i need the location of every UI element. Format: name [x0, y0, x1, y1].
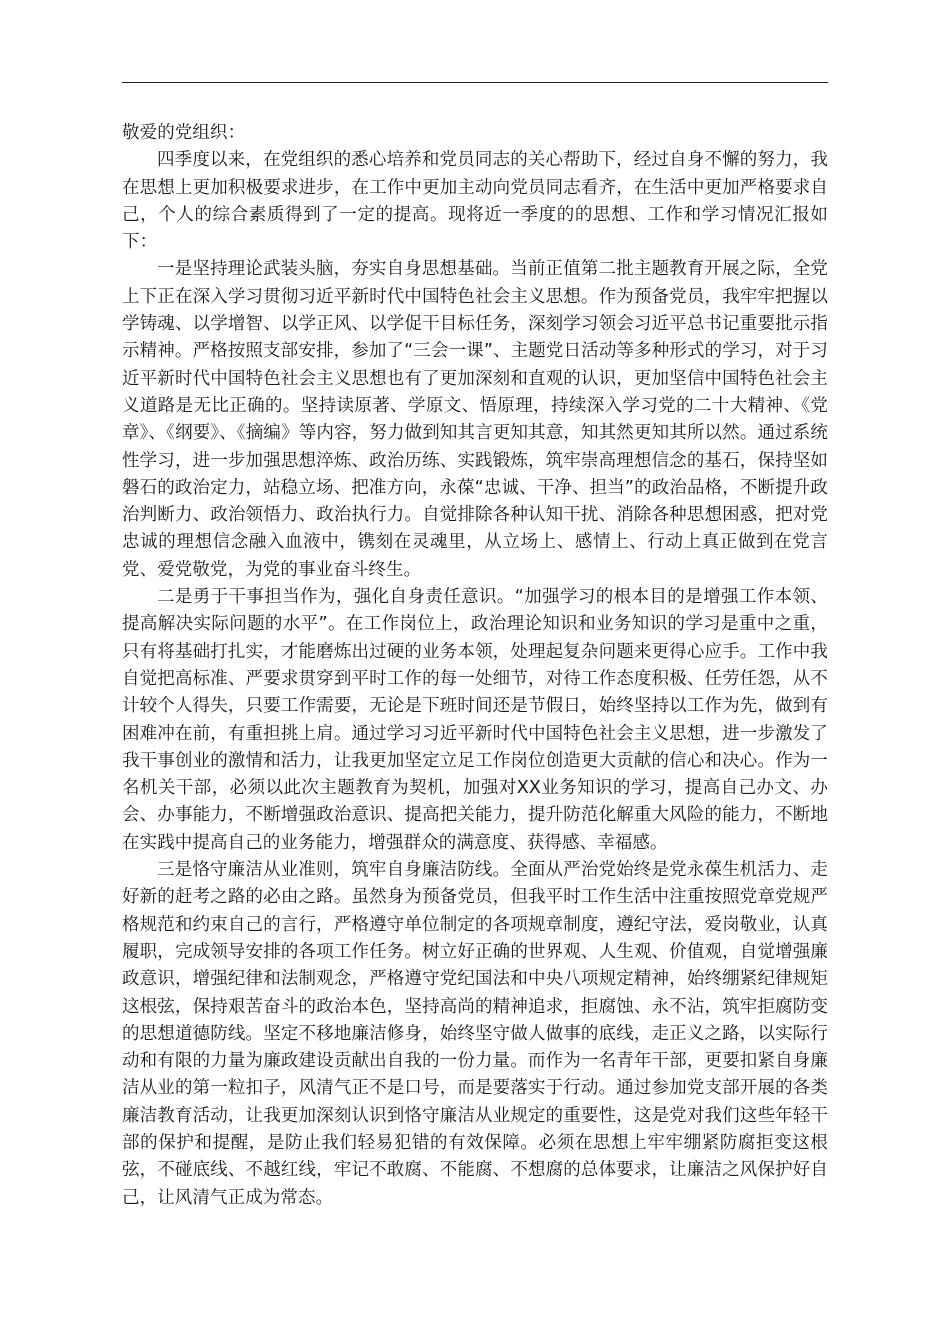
paragraph-responsibility: 二是勇于干事担当作为，强化自身责任意识。“加强学习的根本目的是增强工作本领、提高解决实际问题的水平”。在工作岗位上，政治理论知识和业务知识的学习是重中之重，只有将基础打扎实，才能磨炼出过硬的业务本领，处理起复杂问题来更得心应手。工作中我自觉把高标准、严要求贯穿到平时工作的每一处细节，对待工作态度积极、任劳任怨，从不计较个人得失，只要工作需要，无论是下班时间还是节假日，始终坚持以工作为先，做到有困难冲在前，有重担挑上肩。通过学习习近平新时代中国特色社会主义思想，进一步激发了我干事创业的激情和活力，让我更加坚定立足工作岗位创造更大贡献的信心和决心。作为一名机关干部，必须以此次主题教育为契机，加强对XX业务知识的学习，提高自己办文、办会、办事能力，不断增强政治意识、提高把关能力，提升防范化解重大风险的能力，不断地在实践中提高自己的业务能力，增强群众的满意度、获得感、幸福感。 [122, 587, 828, 853]
paragraph-integrity: 三是恪守廉洁从业准则，筑牢自身廉洁防线。全面从严治党始终是党永葆生机活力、走好新的赶考之路的必由之路。虽然身为预备党员，但我平时工作生活中注重按照党章党规严格规范和约束自己的言行，严格遵守单位制定的各项规章制度，遵纪守法，爱岗敬业，认真履职，完成领导安排的各项工作任务。树立好正确的世界观、人生观、价值观，自觉增强廉政意识，增强纪律和法制观念，严格遵守党纪国法和中央八项规定精神，始终绷紧纪律规矩这根弦，保持艰苦奋斗的政治本色，坚持高尚的精神追求，拒腐蚀、永不沾，筑牢拒腐防变的思想道德防线。坚定不移地廉洁修身，始终坚守做人做事的底线，走正义之路，以实际行动和有限的力量为廉政建设贡献出自我的一份力量。而作为一名青年干部，更要扣紧自身廉洁从业的第一粒扣子，风清气正不是口号，而是要落实于行动。通过参加党支部开展的各类廉洁教育活动，让我更加深刻认识到恪守廉洁从业规定的重要性，这是党对我们这些年轻干部的保护和提醒，是防止我们轻易犯错的有效保障。必须在思想上牢牢绷紧防腐拒变这根弦，不碰底线、不越红线，牢记不敢腐、不能腐、不想腐的总体要求，让廉洁之风保护好自己，让风清气正成为常态。 [122, 860, 828, 1208]
paragraph-theory: 一是坚持理论武装头脑，夯实自身思想基础。当前正值第二批主题教育开展之际，全党上下正在深入学习贯彻习近平新时代中国特色社会主义思想。作为预备党员，我牢牢把握以学铸魂、以学增智、以学正风、以学促干目标任务，深刻学习领会习近平总书记重要批示指示精神。严格按照支部安排，参加了“三会一课”、主题党日活动等多种形式的学习，对于习近平新时代中国特色社会主义思想也有了更加深刻和直观的认识，更加坚信中国特色社会主义道路是无比正确的。坚持读原著、学原文、悟原理，持续深入学习党的二十大精神、《党章》、《纲要》、《摘编》等内容，努力做到知其言更知其意，知其然更知其所以然。通过系统性学习，进一步加强思想淬炼、政治历练、实践锻炼，筑牢崇高理想信念的基石，保持坚如磐石的政治定力，站稳立场、把准方向，永葆“忠诚、干净、担当”的政治品格，不断提升政治判断力、政治领悟力、政治执行力。自觉排除各种认知干扰、消除各种思想困惑，把对党忠诚的理想信念融入血液中，镌刻在灵魂里，从立场上、感情上、行动上真正做到在党言党、爱党敬党，为党的事业奋斗终生。 [122, 259, 828, 580]
header-rule [122, 82, 828, 83]
paragraph-intro: 四季度以来，在党组织的悉心培养和党员同志的关心帮助下，经过自身不懈的努力，我在思想上更加积极要求进步，在工作中更加主动向党员同志看齐，在生活中更加严格要求自己，个人的综合素质得到了一定的提高。现将近一季度的的思想、工作和学习情况汇报如下： [122, 150, 828, 253]
salutation: 敬爱的党组织： [122, 123, 246, 143]
document-body [122, 120, 828, 1212]
